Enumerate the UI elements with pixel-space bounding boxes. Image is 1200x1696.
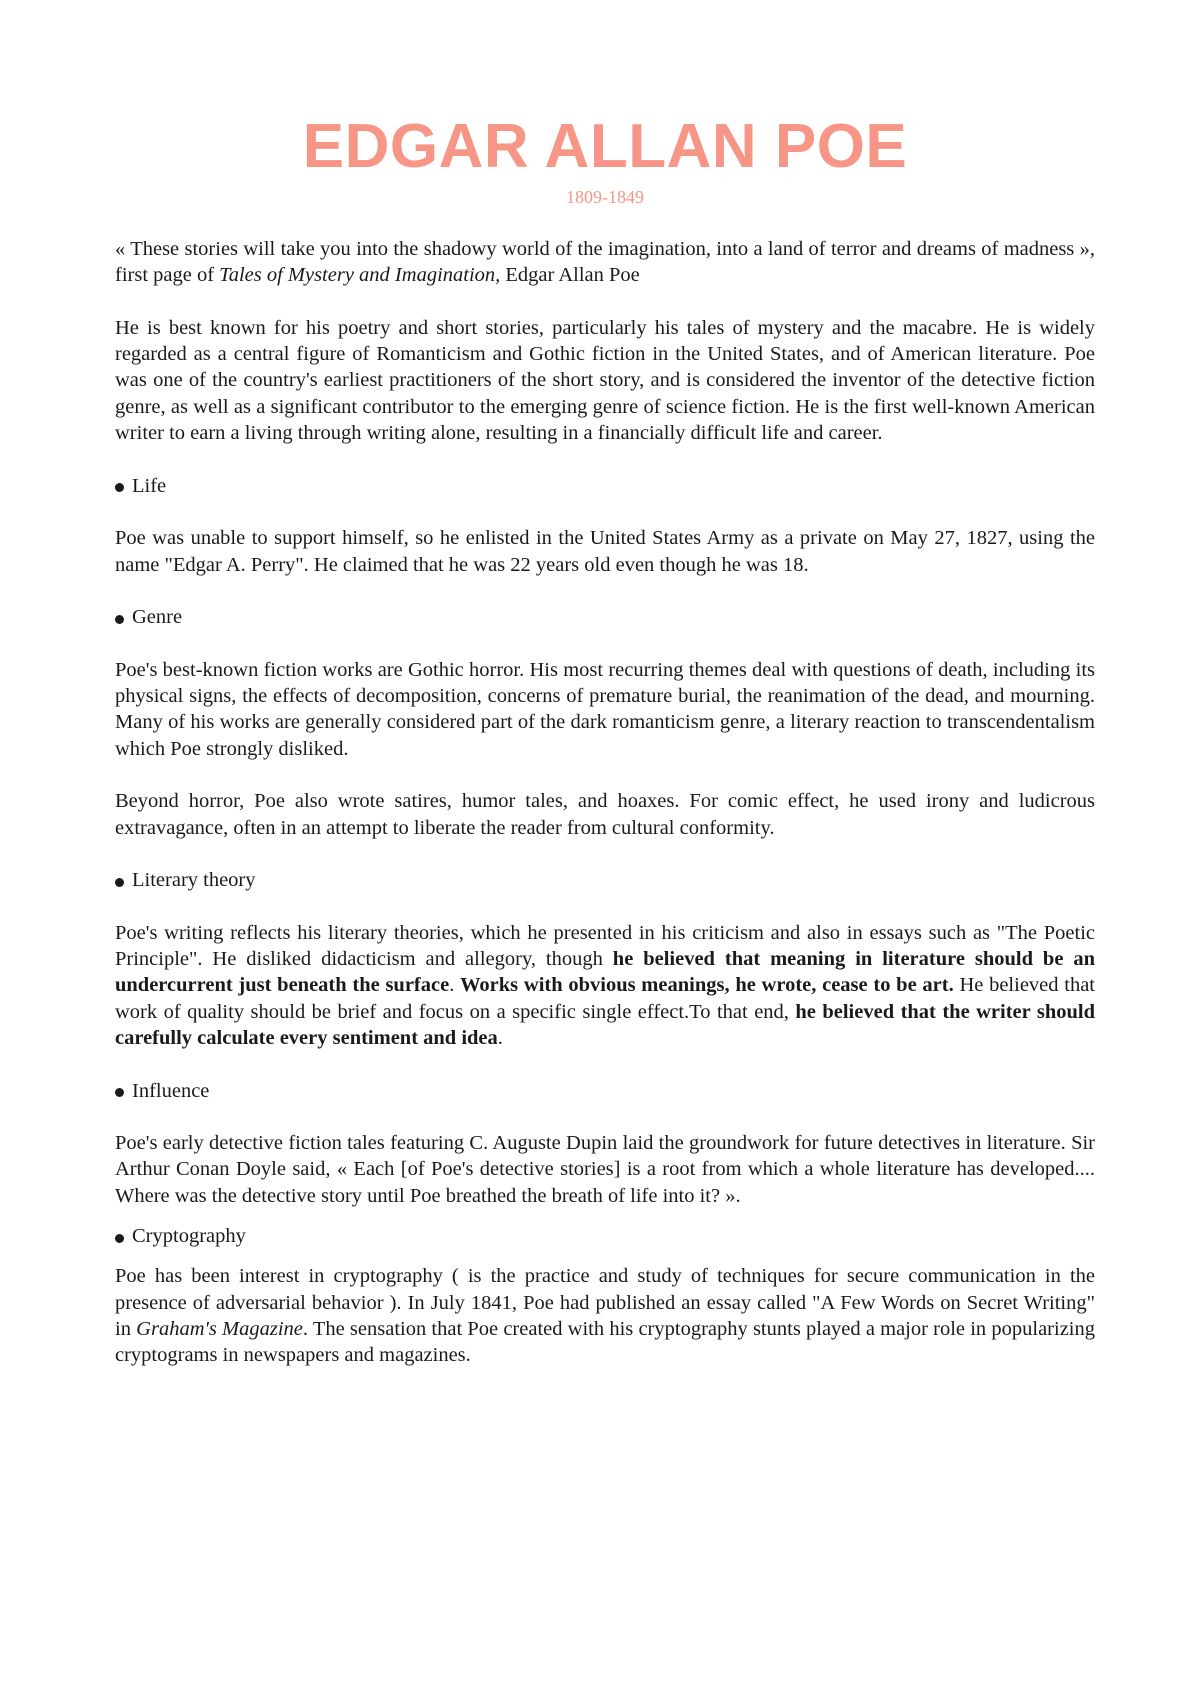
crypto-text-1: Poe has been interest in cryptography ( is the practice and study of techniques for secure communication in the presence of adversarial behavior ). In July 1841, Poe had published an essay called "A Few Words on Secret Writing" in — [115, 1265, 1095, 1340]
document-page — [115, 112, 1095, 1395]
bullet-icon — [115, 615, 124, 624]
theory-text-2: . — [449, 974, 461, 997]
literary-theory-paragraph — [115, 920, 1095, 1051]
genre-paragraph-1: Poe's best-known fiction works are Gothic horror. His most recurring themes deal with questions of death, including its physical signs, the effects of decomposition, concerns of premature burial, the reanimation of the dead, and mourning. Many of his works are generally considered part of the dark romanticism genre, a literary reaction to transcendentalism which Poe strongly disliked. — [115, 658, 1095, 760]
life-paragraph: Poe was unable to support himself, so he enlisted in the United States Army as a private on May 27, 1827, using the name "Edgar A. Perry". He claimed that he was 22 years old even though he was 18. — [115, 527, 1095, 576]
bullet-icon — [115, 1234, 124, 1243]
theory-bold-2: Works with obvious meanings, he wrote, cease to be art. — [460, 974, 954, 997]
section-heading-label: Cryptography — [132, 1224, 246, 1247]
theory-bold-1: he believed that meaning in literature should be an undercurrent just beneath the surface — [115, 948, 1095, 997]
theory-text-4: . — [497, 1026, 503, 1049]
theory-text-1: Poe's writing reflects his literary theories, which he presented in his criticism and also in essays such as "The Poetic Principle". He disliked didacticism and allegory, though — [115, 921, 1095, 971]
intro-paragraph: He is best known for his poetry and short stories, particularly his tales of mystery and the macabre. He is widely regarded as a central figure of Romanticism and Gothic fiction in the United States, and of American literature. Poe was one of the country's earliest practitioners of the short story, and is considered the inventor of the detective fiction genre, as well as a significant contributor to the emerging genre of science fiction. He is the first well-known American writer to earn a living through writing alone, resulting in a financially difficult life and career. — [115, 316, 1095, 445]
section-heading-label: Literary theory — [132, 869, 256, 892]
quote-author: Edgar Allan Poe — [500, 264, 640, 287]
life-dates: 1809-1849 — [566, 187, 644, 207]
quote-paragraph — [115, 236, 1095, 289]
section-heading-influence — [115, 1078, 1095, 1104]
section-heading-cryptography — [115, 1223, 1095, 1249]
book-title: Tales of Mystery and Imagination, — [219, 264, 501, 287]
cryptography-paragraph — [115, 1263, 1095, 1368]
theory-bold-3: he believed that the writer should carefully calculate every sentiment and idea — [115, 1000, 1095, 1049]
section-heading-life — [115, 473, 1095, 499]
section-heading-label: Life — [132, 474, 167, 497]
section-heading-label: Genre — [132, 606, 183, 629]
section-heading-genre — [115, 604, 1095, 630]
section-heading-literary-theory — [115, 867, 1095, 893]
page-title: EDGAR ALLAN POE — [302, 112, 908, 181]
crypto-text-2: . The sensation that Poe created with his cryptography stunts played a major role in popularizing cryptograms in newspapers and magazines. — [115, 1317, 1095, 1367]
section-heading-label: Influence — [132, 1079, 210, 1102]
bullet-icon — [115, 878, 124, 887]
theory-text-3: He believed that work of quality should be brief and focus on a specific single effect.To that end, — [115, 974, 1095, 1023]
bullet-icon — [115, 483, 124, 492]
influence-paragraph: Poe's early detective fiction tales featuring C. Auguste Dupin laid the groundwork for future detectives in literature. Sir Arthur Conan Doyle said, « Each [of Poe's detective stories] is a root from which a whole literature has developed.... Where was the detective story until Poe breathed the breath of life into it? ». — [115, 1132, 1095, 1207]
bullet-icon — [115, 1088, 124, 1097]
magazine-title: Graham's Magazine — [136, 1317, 303, 1340]
genre-paragraph-2: Beyond horror, Poe also wrote satires, humor tales, and hoaxes. For comic effect, he used irony and ludicrous extravagance, often in an attempt to liberate the reader from cultural conformity. — [115, 790, 1095, 839]
quote-text: « These stories will take you into the shadowy world of the imagination, into a land of terror and dreams of madness », first page of — [115, 238, 1095, 287]
